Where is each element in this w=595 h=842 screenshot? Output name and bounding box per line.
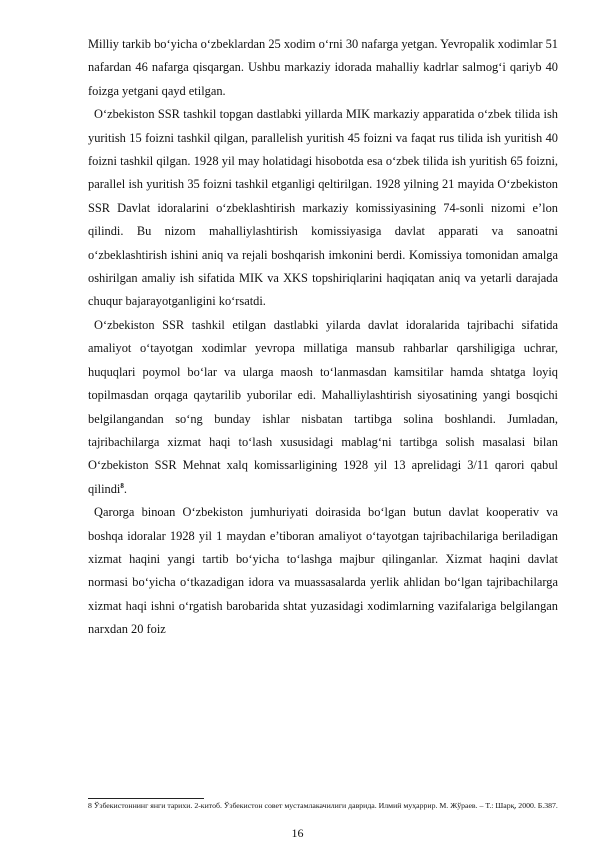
page-body [88,33,558,642]
page-number: 16 [291,826,304,840]
paragraph-4: Qarorga binoan O‘zbekiston jumhuriyati doirasida bo‘lgan butun davlat kooperativ va boshqa idoralar 1928 yil 1 maydan e’tiboran amaliyot o‘tayotgan tajribachilariga beriladigan xizmat haqini yangi tartib bo‘yicha to‘lashga majbur qilinganlar. Xizmat haqini davlat normasi bo‘yicha o‘tkazadigan idora va muassasalarda yerlik ahlidan bo‘lgan tajribachilarga xizmat haqi ishni o‘rgatish barobarida shtat yuzasidagi xodimlarning vazifalariga belgilangan narxdan 20 foiz [88,505,558,637]
paragraph-2: O‘zbekiston SSR tashkil topgan dastlabki yillarda MIK markaziy apparatida o‘zbek tilida ish yuritish 15 foizni tashkil qilgan, parallelish yuritish 45 foizni va faqat rus tilida ish yuritish 40 foizni tashkil qilgan. 1928 yil may holatidagi hisobotda esa o‘zbek tilida ish yuritish 65 foizni, parallel ish yuritish 35 foizni tashkil etganligi qeltirilgan. 1928 yilning 21 mayida O‘zbekiston SSR Davlat idoralarini o‘zbeklashtirish markaziy komissiyasining 74-sonli nizomi e’lon qilindi. Bu nizom mahalliylashtirish komissiyasiga davlat apparati va sanoatni o‘zbeklashtirish ishini aniq va rejali boshqarish imkonini berdi. Komissiya tomonidan amalga oshirilgan amaliy ish sifatida MIK va XKS topshiriqlarini haqiqatan aniq va yetarli darajada chuqur bajarayotganligini ko‘rsatdi. [88,107,558,309]
paragraph-3-end: . [123,481,127,496]
footnote-reference[interactable]: 8 [120,481,124,490]
paragraph-1: Milliy tarkib bo‘yicha o‘zbeklardan 25 xodim o‘rni 30 nafarga yetgan. Yevropalik xodimlar 51 nafardan 46 nafarga qisqargan. Ushbu markaziy idorada mahalliy kadrlar salmog‘i qariyb 40 foizga yetgani qayd etilgan. [88,37,558,98]
paragraph-3-text: O‘zbekiston SSR tashkil etilgan dastlabki yilarda davlat idoralarida tajribachi sifatida amaliyot o‘tayotgan xodimlar yevropa millatiga mansub rahbarlar qarshiligiga uchrar, huquqlari poymol bo‘lar va ularga maosh to‘lanmasdan kamsitilar hamda shtatga loyiq topilmasdan orqaga qaytarilib yuborilar edi. Mahalliylashtirish siyosatining yangi bosqichi belgilangandan so‘ng bunday ishlar nisbatan tartibga solina boshlandi. Jumladan, tajribachilarga xizmat haqi to‘lash xususidagi mablag‘ni tartibga solish masalasi bilan O‘zbekiston SSR Mehnat xalq komissarligining 1928 yil 13 aprelidagi 3/11 qarori qabul qilindi [88,317,558,496]
paragraph-3 [88,314,558,501]
footnote: 8 Ўзбекистоннинг янги тарихи. 2-китоб. Ўзбекистон совет мустамлакачилиги даврида. Илмий муҳаррир. М. Жўраев. – Т.: Шарқ, 2000. Б.387. [88,801,558,810]
footnote-separator [88,798,204,799]
